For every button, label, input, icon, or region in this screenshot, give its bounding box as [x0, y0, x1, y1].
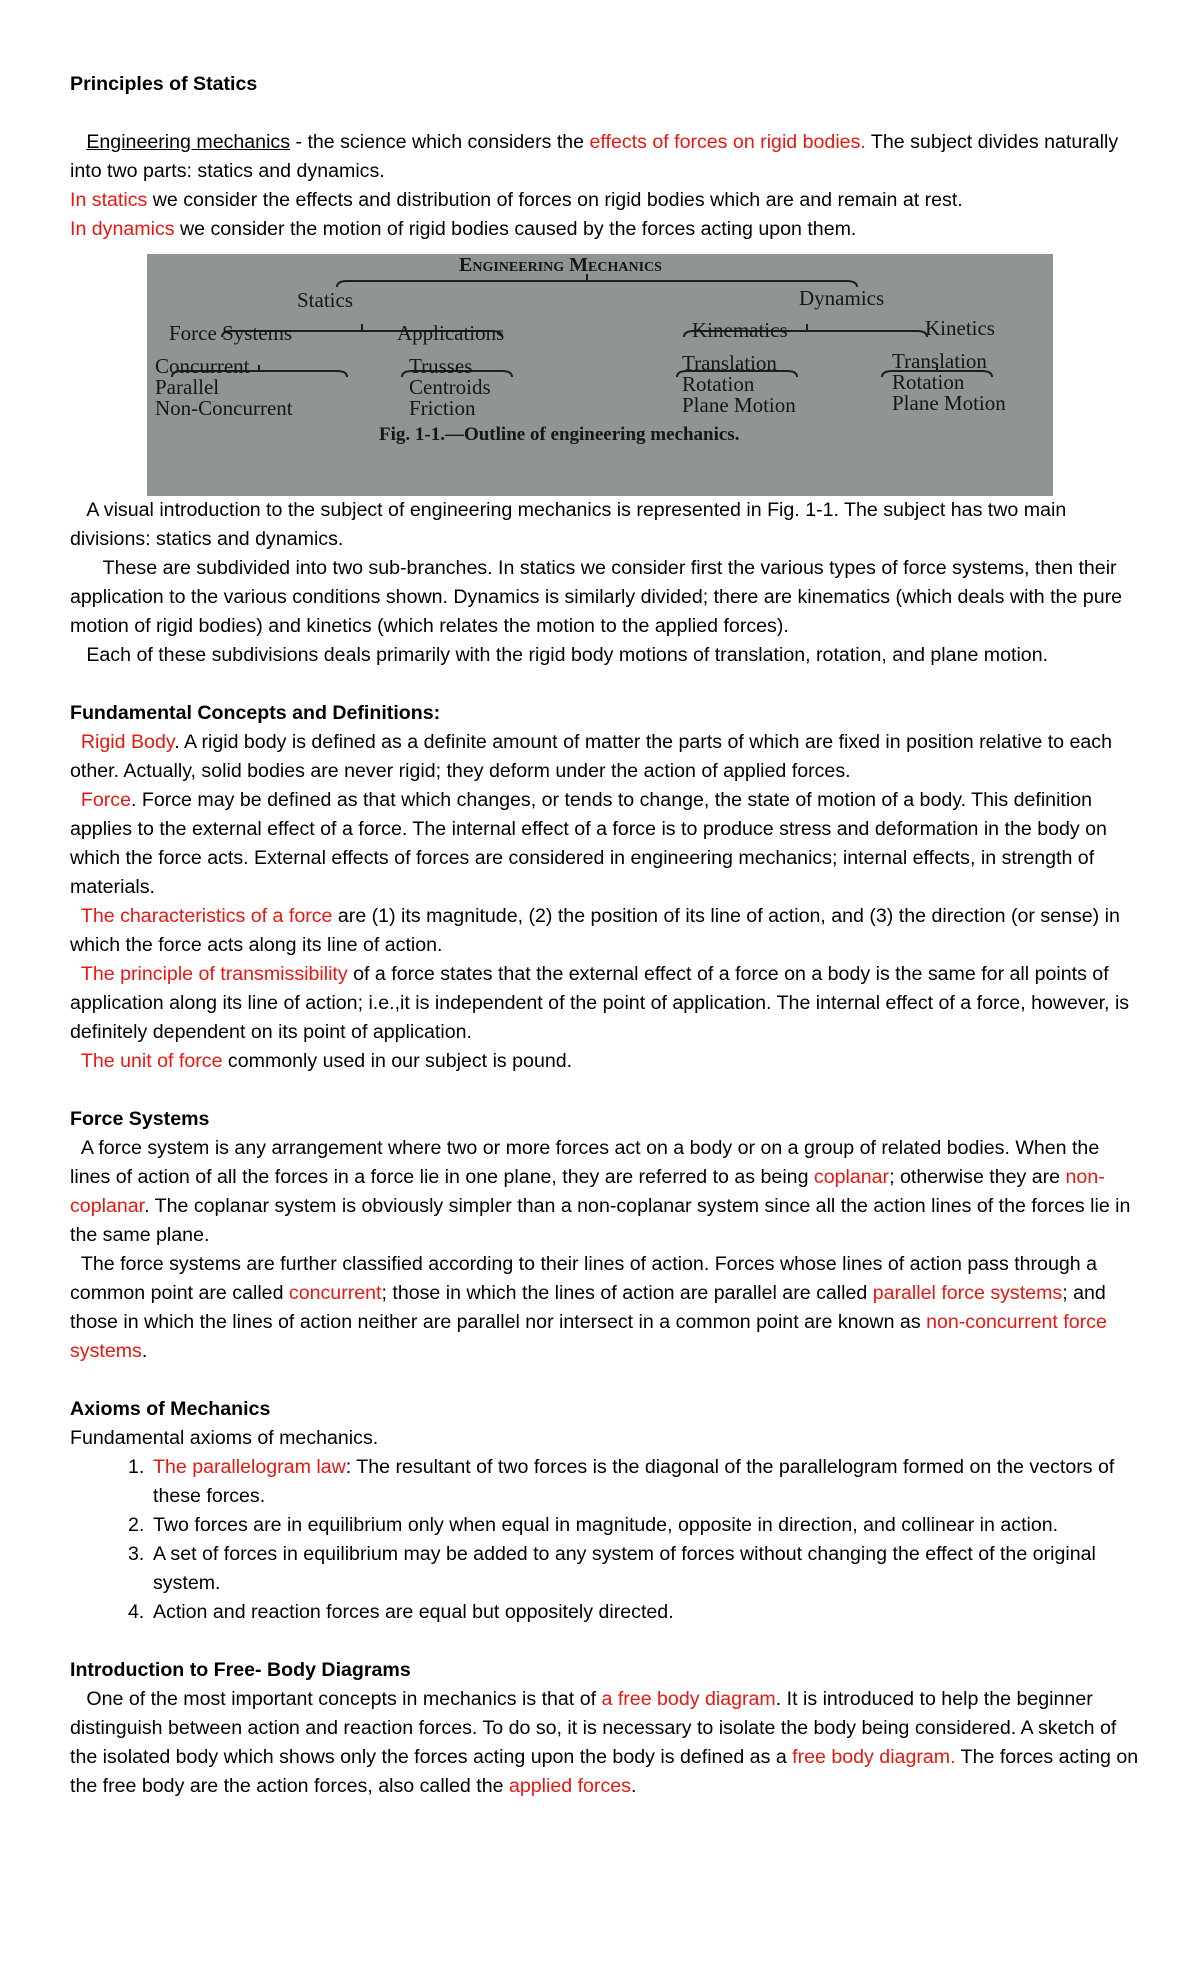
statics-text: we consider the effects and distribution of forces on rigid bodies which are and remain at rest. [147, 189, 963, 211]
figure-engineering-mechanics-outline [147, 254, 1053, 496]
term-parallelogram-law: The parallelogram law [153, 1456, 346, 1478]
figure-fs-item: Concurrent [155, 354, 250, 378]
fs-text: A force system is any arrangement where two or more forces act on a body or on a group of related bodies. When the lines of action of all the forces in a force lie in one plane, they are referred to as being [70, 1137, 1100, 1188]
force-systems-paragraph-1 [70, 1134, 1140, 1250]
figure-caption: Fig. 1-1.—Outline of engineering mechanics. [379, 424, 740, 445]
intro-text-1: - the science which considers the [290, 131, 590, 153]
term-applied-forces: applied forces [508, 1775, 631, 1797]
figure-app-item: Trusses [409, 354, 473, 378]
def-characteristics-text: are (1) its magnitude, (2) the position of its line of action, and (3) the direction (or sense) in which the force acts along its line of action. [70, 905, 1120, 956]
list-number: 1. [128, 1456, 145, 1478]
figure-root-label: Engineering Mechanics [459, 254, 662, 276]
term-concurrent: concurrent [288, 1282, 382, 1304]
dynamics-text: we consider the motion of rigid bodies caused by the forces acting upon them. [174, 218, 857, 240]
term-non-concurrent: non-concurrent force systems [70, 1311, 1107, 1362]
heading-free-body-diagrams: Introduction to Free- Body Diagrams [70, 1659, 411, 1681]
overview-paragraph-2: These are subdivided into two sub-branches. In statics we consider first the various types of force systems, then their application to the various conditions shown. Dynamics is similarly divided; there are kinematics (which deals with the pure motion of rigid bodies) and kinetics (which relates the motion to the applied forces). [70, 557, 1128, 637]
figure-dynamics-label: Dynamics [799, 286, 885, 310]
fs-text: ; otherwise they are [889, 1166, 1066, 1188]
def-transmissibility-text: of a force states that the external effect of a force on a body is the same for all points of application along its line of action; i.e.,it is independent of the point of application. The internal effect of a force, however, is definitely dependent on its point of application. [70, 963, 1130, 1043]
fbd-text: . [630, 1775, 637, 1797]
axiom-text: Action and reaction forces are equal but oppositely directed. [153, 1601, 674, 1623]
def-unit-of-force [70, 1047, 1140, 1076]
figure-force-systems-label: Force Systems [169, 321, 293, 345]
figure-app-item: Centroids [409, 375, 491, 399]
list-item [70, 1453, 1140, 1511]
term-parallel-force-systems: parallel force systems [872, 1282, 1063, 1304]
dynamics-line [70, 215, 1140, 244]
list-number: 4. [128, 1601, 145, 1623]
term-unit-of-force: The unit of force [80, 1050, 223, 1072]
figure-kinematics-label: Kinematics [692, 318, 788, 342]
spacer [70, 1076, 1140, 1105]
def-force [70, 786, 1140, 902]
list-number: 3. [128, 1543, 145, 1565]
list-item [70, 1511, 1140, 1540]
axioms-intro: Fundamental axioms of mechanics. [70, 1427, 379, 1449]
fbd-text: The forces acting on the free body are the action forces, also called the [70, 1746, 1139, 1797]
term-free-body-diagram: a free body diagram [601, 1688, 776, 1710]
def-transmissibility [70, 960, 1140, 1047]
term-non-coplanar: non-coplanar [70, 1166, 1105, 1217]
def-force-text: . Force may be defined as that which changes, or tends to change, the state of motion of a body. This definition applies to the external effect of a force. The internal effect of a force is to produce stress and deformation in the body on which the force acts. External effects of forces are considered in engineering mechanics; internal effects, in strength of materials. [70, 789, 1107, 898]
overview-paragraph-1: A visual introduction to the subject of engineering mechanics is represented in Fig. 1-1. The subject has two main divisions: statics and dynamics. [70, 499, 1072, 550]
axioms-list [70, 1453, 1140, 1627]
term-rigid-body: Rigid Body [80, 731, 175, 753]
intro-paragraph [70, 128, 1140, 186]
figure-kinetics-item: Rotation [892, 370, 965, 394]
fs-text: . [141, 1340, 148, 1362]
intro-text-2: The subject divides naturally into two parts: statics and dynamics. [70, 131, 1119, 182]
term-free-body-diagram-2: free body diagram. [792, 1746, 956, 1768]
def-unit-of-force-text: commonly used in our subject is pound. [222, 1050, 573, 1072]
term-force: Force [80, 789, 131, 811]
heading-axioms: Axioms of Mechanics [70, 1398, 271, 1420]
figure-applications-label: Applications [397, 321, 505, 345]
axiom-text: : The resultant of two forces is the diagonal of the parallelogram formed on the vectors of these forces. [153, 1456, 1115, 1507]
def-characteristics [70, 902, 1140, 960]
fs-text: ; those in which the lines of action are parallel are called [381, 1282, 873, 1304]
term-engineering-mechanics: Engineering mechanics [86, 131, 291, 153]
fs-text: The force systems are further classified according to their lines of action. Forces whose lines of action pass through a common point are called [70, 1253, 1097, 1304]
heading-fundamental-concepts: Fundamental Concepts and Definitions: [70, 702, 441, 724]
fbd-text: One of the most important concepts in mechanics is that of [86, 1688, 602, 1710]
spacer [70, 1366, 1140, 1395]
figure-kinematics-item: Plane Motion [682, 393, 796, 417]
figure-fs-item: Non-Concurrent [155, 396, 293, 420]
term-transmissibility: The principle of transmissibility [80, 963, 348, 985]
figure-kinetics-label: Kinetics [925, 316, 995, 340]
figure-statics-label: Statics [297, 288, 353, 312]
figure-kinematics-item: Translation [682, 351, 777, 375]
term-coplanar: coplanar [813, 1166, 890, 1188]
spacer [70, 99, 1140, 128]
figure-kinetics-item: Plane Motion [892, 391, 1006, 415]
axiom-text: Two forces are in equilibrium only when equal in magnitude, opposite in direction, and collinear in action. [153, 1514, 1059, 1536]
highlight-effects-of-forces: effects of forces on rigid bodies. [589, 131, 866, 153]
force-systems-paragraph-2 [70, 1250, 1140, 1366]
figure-app-item: Friction [409, 396, 476, 420]
list-item [70, 1540, 1140, 1598]
figure-kinematics-item: Rotation [682, 372, 755, 396]
overview-paragraph-3: Each of these subdivisions deals primarily with the rigid body motions of translation, rotation, and plane motion. [70, 644, 1049, 666]
list-number: 2. [128, 1514, 145, 1536]
fbd-paragraph [70, 1685, 1140, 1801]
def-rigid-body [70, 728, 1140, 786]
list-item [70, 1598, 1140, 1627]
fs-text: . The coplanar system is obviously simpler than a non-coplanar system since all the action lines of the forces lie in the same plane. [70, 1195, 1131, 1246]
axiom-text: A set of forces in equilibrium may be added to any system of forces without changing the effect of the original system. [153, 1543, 1096, 1594]
highlight-in-dynamics: In dynamics [70, 218, 175, 240]
figure-kinetics-item: Translation [892, 349, 987, 373]
statics-line [70, 186, 1140, 215]
fbd-text: . It is introduced to help the beginner distinguish between action and reaction forces. To do so, it is necessary to isolate the body being considered. A sketch of the isolated body which shows only the forces acting upon the body is defined as a [70, 1688, 1117, 1768]
def-rigid-body-text: . A rigid body is defined as a definite amount of matter the parts of which are fixed in position relative to each other. Actually, solid bodies are never rigid; they deform under the action of applied forces. [70, 731, 1112, 782]
spacer [70, 670, 1140, 699]
spacer [70, 1627, 1140, 1656]
fs-text: ; and those in which the lines of action neither are parallel nor intersect in a common point are known as [70, 1282, 1106, 1333]
document-page [70, 70, 1140, 1801]
highlight-in-statics: In statics [70, 189, 148, 211]
page-title: Principles of Statics [70, 73, 258, 95]
term-characteristics: The characteristics of a force [80, 905, 333, 927]
figure-fs-item: Parallel [155, 375, 220, 399]
heading-force-systems: Force Systems [70, 1108, 210, 1130]
